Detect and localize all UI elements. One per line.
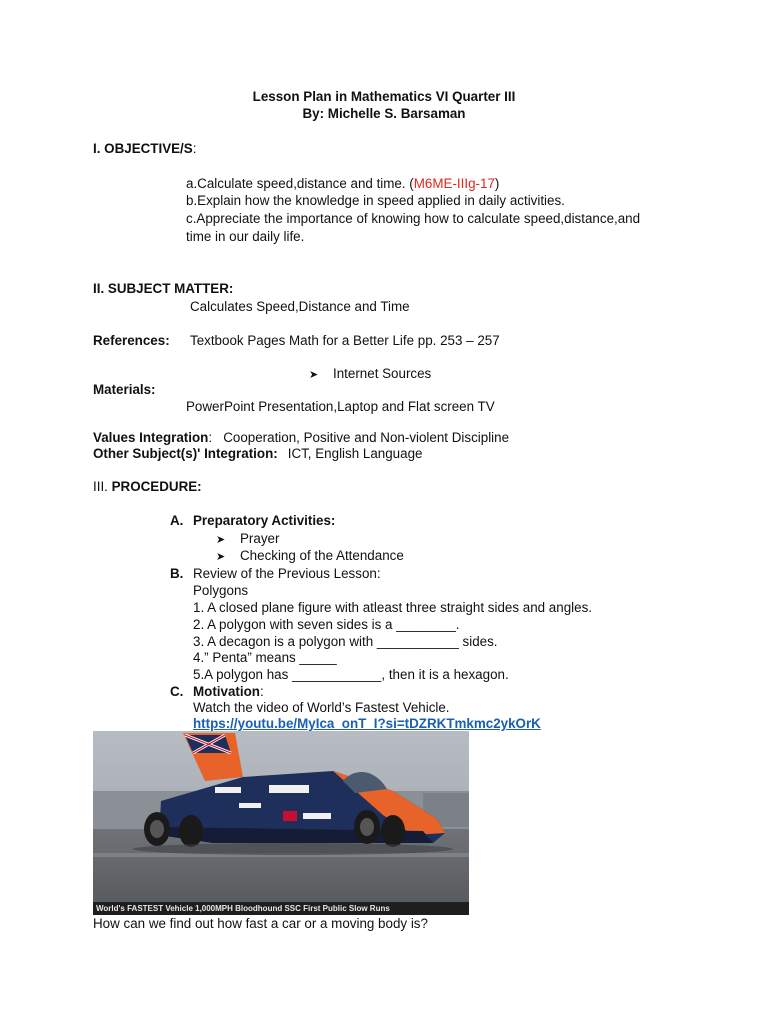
objective-b: b.Explain how the knowledge in speed applied in daily activities. <box>186 193 565 208</box>
prep-item-attendance: Checking of the Attendance <box>240 548 404 563</box>
review-item-1: 1. A closed plane figure with atleast three straight sides and angles. <box>193 600 592 615</box>
subject-topic: Calculates Speed,Distance and Time <box>190 299 410 314</box>
arrow-bullet-icon: ➤ <box>309 369 319 381</box>
motivation-text: Watch the video of World’s Fastest Vehicle. <box>193 700 450 715</box>
objectives-heading-text: I. OBJECTIVE/S <box>93 141 193 156</box>
objective-a-text: a.Calculate speed,distance and time. ( <box>186 176 414 191</box>
review-item-4: 4.” Penta” means _____ <box>193 650 337 665</box>
section-c-title: Motivation <box>193 684 260 699</box>
internet-sources-item <box>309 365 431 384</box>
objective-a <box>186 175 499 192</box>
video-link[interactable]: https://youtu.be/MyIca_onT_I?si=tDZRKTmkmc2ykOrK <box>193 716 541 731</box>
arrow-bullet-icon: ➤ <box>216 534 226 546</box>
competency-code: M6ME-IIIg-17 <box>413 176 495 191</box>
arrow-bullet-icon: ➤ <box>216 551 226 563</box>
document-title: Lesson Plan in Mathematics VI Quarter III <box>252 89 516 104</box>
video-thumbnail[interactable] <box>93 731 469 915</box>
review-item-5: 5.A polygon has ____________, then it is a hexagon. <box>193 667 509 682</box>
section-c-heading <box>193 683 264 700</box>
other-integration-value: ICT, English Language <box>287 446 423 461</box>
procedure-heading-prefix: III. <box>93 479 112 494</box>
review-item-3: 3. A decagon is a polygon with ___________ sides. <box>193 634 498 649</box>
review-topic: Polygons <box>193 583 249 598</box>
other-integration-label: Other Subject(s)' Integration: <box>93 446 278 461</box>
list-item <box>216 547 404 566</box>
section-c-colon: : <box>259 684 264 699</box>
review-item-2: 2. A polygon with seven sides is a ________. <box>193 617 460 632</box>
other-integration <box>93 445 422 462</box>
objective-a-close: ) <box>494 176 500 191</box>
objectives-heading-colon: : <box>192 141 197 156</box>
references-label: References: <box>93 333 170 348</box>
objective-c-line2: time in our daily life. <box>186 229 305 244</box>
subject-matter-heading: II. SUBJECT MATTER: <box>93 281 234 296</box>
section-b-title: Review of the Previous Lesson: <box>193 566 381 581</box>
procedure-heading-text: PROCEDURE: <box>111 479 202 494</box>
values-integration-value: : Cooperation, Positive and Non-violent Discipline <box>208 430 510 445</box>
section-c-letter: C. <box>170 684 184 699</box>
values-integration-label: Values Integration <box>93 430 209 445</box>
section-b-letter: B. <box>170 566 184 581</box>
section-a-title: Preparatory Activities: <box>193 513 336 528</box>
materials-value: PowerPoint Presentation,Laptop and Flat screen TV <box>186 399 495 414</box>
car-image <box>93 731 469 915</box>
procedure-heading <box>93 478 202 495</box>
section-a-letter: A. <box>170 513 184 528</box>
document-author: By: Michelle S. Barsaman <box>302 106 466 121</box>
objective-c-line1: c.Appreciate the importance of knowing how to calculate speed,distance,and <box>186 211 641 226</box>
motivation-question: How can we find out how fast a car or a moving body is? <box>93 916 428 931</box>
materials-label: Materials: <box>93 382 156 397</box>
objectives-heading <box>93 140 196 157</box>
references-value: Textbook Pages Math for a Better Life pp. 253 – 257 <box>190 333 500 348</box>
prep-item-prayer: Prayer <box>240 531 280 546</box>
video-caption: World's FASTEST Vehicle 1,000MPH Bloodhound SSC First Public Slow Runs <box>93 902 469 915</box>
values-integration <box>93 429 509 446</box>
internet-sources-text: Internet Sources <box>333 366 432 381</box>
